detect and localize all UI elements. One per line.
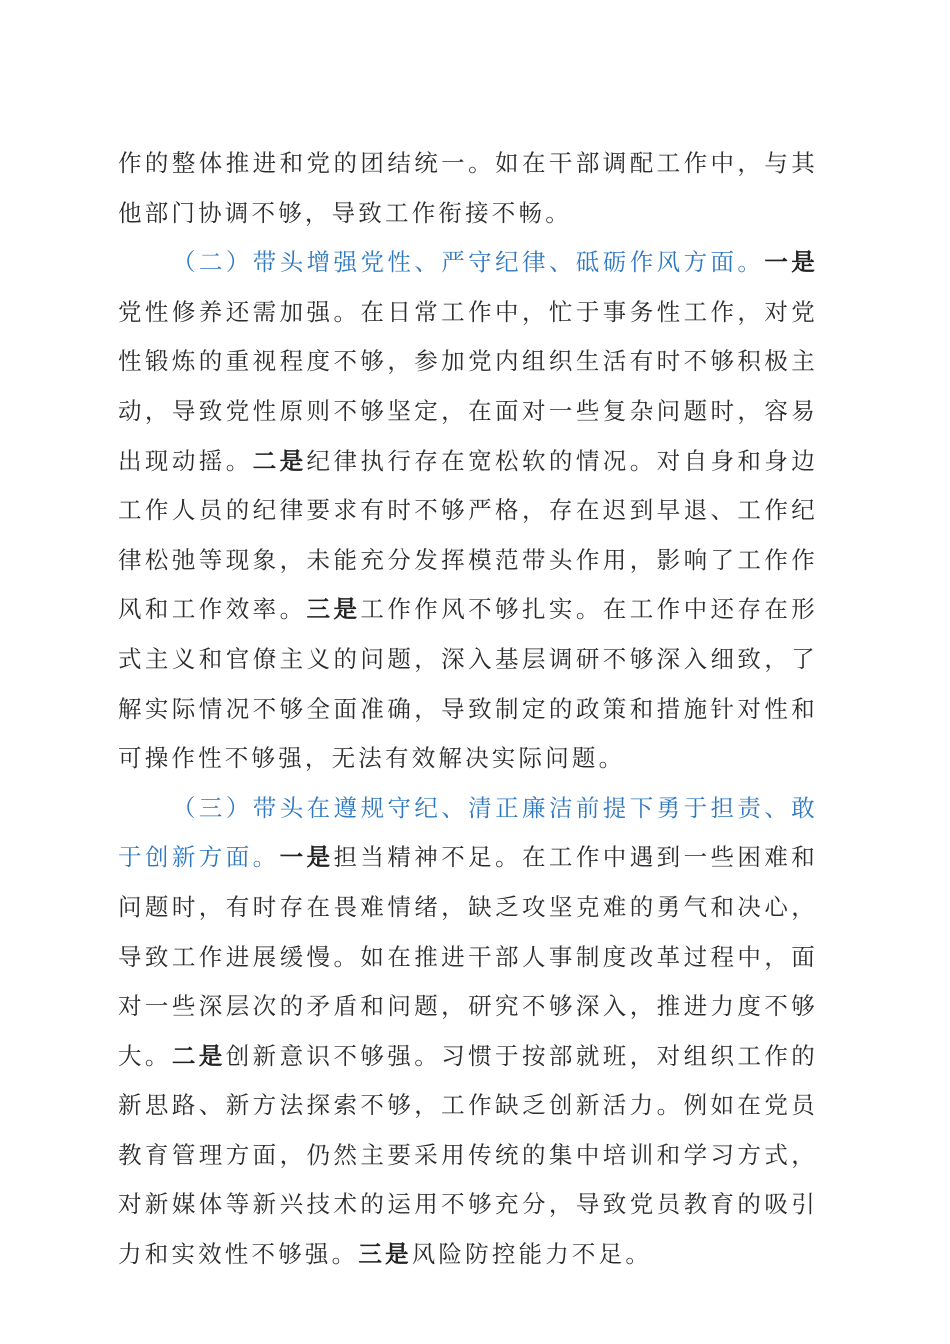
point-marker: 二是 <box>171 1041 226 1070</box>
paragraph-continuation <box>118 139 818 238</box>
point-marker: 二是 <box>252 446 307 475</box>
point-marker: 三是 <box>306 595 361 624</box>
point-marker: 三是 <box>358 1240 412 1269</box>
body-text: 党性修养还需加强。在日常工作中，忙于事务性工作，对党性锻炼的重视程度不够，参加党内组织生活有时不够积极主动，导致党性原则不够坚定，在面对一些复杂问题时，容易出现动摇。 <box>118 297 818 475</box>
section-heading: （二）带头增强党性、严守纪律、砥砺作风方面。 <box>172 248 765 277</box>
paragraph-section-three <box>118 784 818 1280</box>
point-marker: 一是 <box>279 843 334 872</box>
body-text: 风险防控能力不足。 <box>411 1240 653 1269</box>
section-heading: （三）带头在遵规守纪、清正廉洁前提下勇于担责、敢于创新方面。 <box>118 793 818 872</box>
body-text: 作的整体推进和党的团结统一。如在干部调配工作中，与其他部门协调不够，导致工作衔接不畅。 <box>118 149 818 227</box>
body-text: 担当精神不足。在工作中遇到一些困难和问题时，有时存在畏难情绪，缺乏攻坚克难的勇气和决心，导致工作进展缓慢。如在推进干部人事制度改革过程中，面对一些深层次的矛盾和问题，研究不够深入，推进力度不够大。 <box>118 843 818 1070</box>
body-text: 创新意识不够强。习惯于按部就班，对组织工作的新思路、新方法探索不够，工作缺乏创新活力。例如在党员教育管理方面，仍然主要采用传统的集中培训和学习方式，对新媒体等新兴技术的运用不够充分，导致党员教育的吸引力和实效性不够强。 <box>118 1041 819 1269</box>
paragraph-section-two <box>118 238 818 784</box>
document-page <box>118 139 818 1280</box>
body-text: 纪律执行存在宽松软的情况。对自身和身边工作人员的纪律要求有时不够严格，存在迟到早退、工作纪律松弛等现象，未能充分发挥模范带头作用，影响了工作作风和工作效率。 <box>118 446 818 624</box>
body-text: 工作作风不够扎实。在工作中还存在形式主义和官僚主义的问题，深入基层调研不够深入细致，了解实际情况不够全面准确，导致制定的政策和措施针对性和可操作性不够强，无法有效解决实际问题。 <box>118 595 819 773</box>
point-marker: 一是 <box>764 248 819 277</box>
